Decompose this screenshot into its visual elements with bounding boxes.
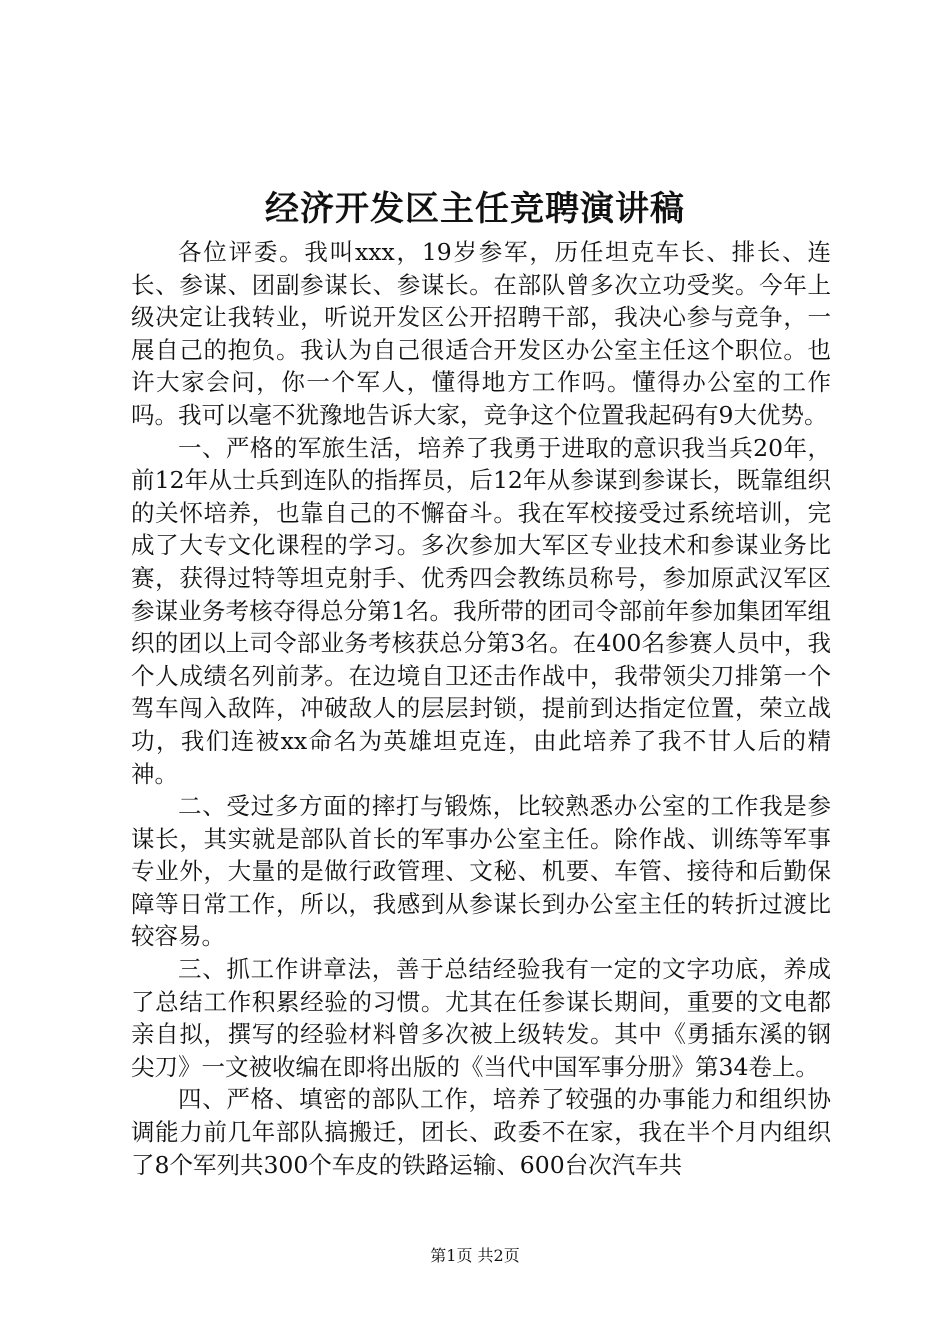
paragraph-point-3: 三、抓工作讲章法，善于总结经验我有一定的文字功底，养成了总结工作积累经验的习惯。尤其在任参谋长期间，重要的文电都亲自拟，撰写的经验材料曾多次被上级转发。其中《勇插东溪的钢尖刀》一文被收编在即将出版的《当代中国军事分册》第34卷上。 xyxy=(131,955,831,1081)
paragraph-point-4: 四、严格、填密的部队工作，培养了较强的办事能力和组织协调能力前几年部队搞搬迁，团长、政委不在家，我在半个月内组织了8个军列共300个车皮的铁路运输、600台次汽车共 xyxy=(131,1085,831,1179)
paragraph-intro: 各位评委。我叫xxx，19岁参军，历任坦克车长、排长、连长、参谋、团副参谋长、参谋长。在部队曾多次立功受奖。今年上级决定让我转业，听说开发区公开招聘干部，我决心参与竞争，一展自己的抱负。我认为自己很适合开发区办公室主任这个职位。也许大家会问，你一个军人，懂得地方工作吗。懂得办公室的工作吗。我可以毫不犹豫地告诉大家，竞争这个位置我起码有9大优势。 xyxy=(131,238,831,429)
document-body xyxy=(131,236,831,1181)
document-title: 经济开发区主任竞聘演讲稿 xyxy=(265,189,685,229)
page-footer: 第1页 共2页 xyxy=(430,1246,520,1265)
paragraph-point-1: 一、严格的军旅生活，培养了我勇于进取的意识我当兵20年，前12年从士兵到连队的指挥员，后12年从参谋到参谋长，既靠组织的关怀培养，也靠自己的不懈奋斗。我在军校接受过系统培训，完成了大专文化课程的学习。多次参加大军区专业技术和参谋业务比赛，获得过特等坦克射手、优秀四会教练员称号，参加原武汉军区参谋业务考核夺得总分第1名。我所带的团司令部前年参加集团军组织的团以上司令部业务考核获总分第3名。在400名参赛人员中，我个人成绩名列前茅。在边境自卫还击作战中，我带领尖刀排第一个驾车闯入敌阵，冲破敌人的层层封锁，提前到达指定位置，荣立战功，我们连被xx命名为英雄坦克连，由此培养了我不甘人后的精神。 xyxy=(131,433,831,788)
paragraph-point-2: 二、受过多方面的摔打与锻炼，比较熟悉办公室的工作我是参谋长，其实就是部队首长的军事办公室主任。除作战、训练等军事专业外，大量的是做行政管理、文秘、机要、车管、接待和后勤保障等日常工作，所以，我感到从参谋长到办公室主任的转折过渡比较容易。 xyxy=(131,792,831,951)
